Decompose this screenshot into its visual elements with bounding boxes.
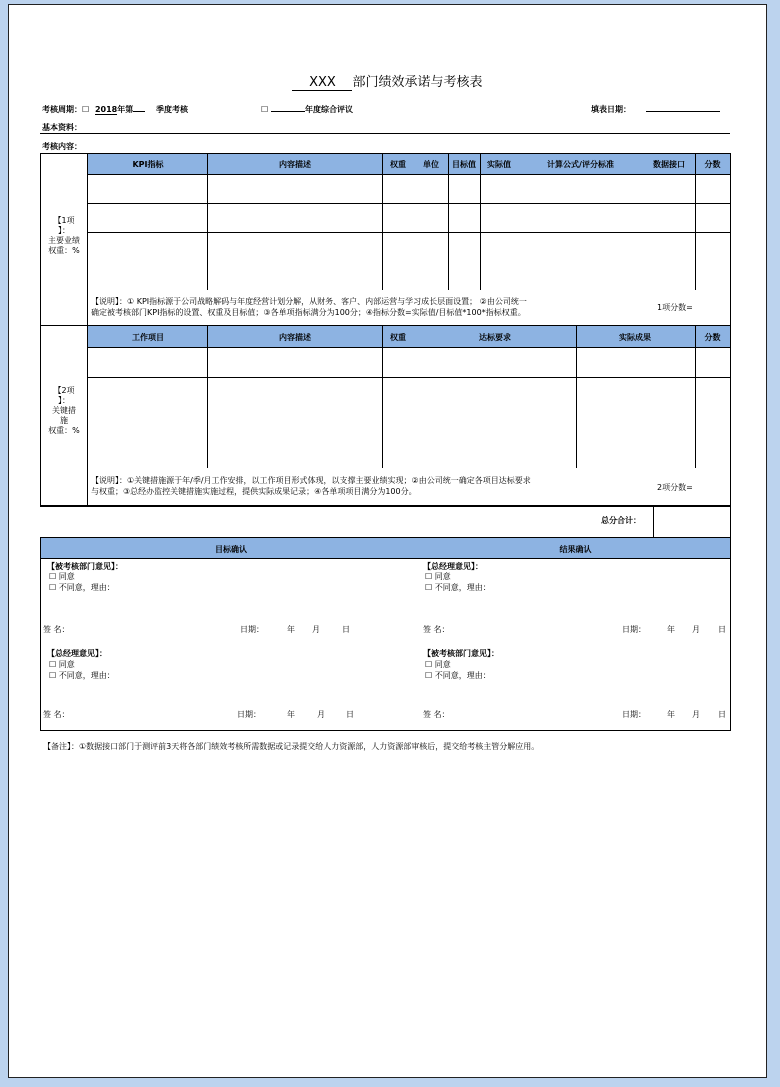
s1-side-line: 】： <box>58 226 70 235</box>
br-day: 日 <box>718 710 726 719</box>
footer-note: 【备注】：①数据接口部门于测评前3天将各部门绩效考核所需数据或记录提交给人力资源部，人力资源部审核后，提交给考核主管分解应用。 <box>43 742 540 751</box>
br-title: 【被考核部门意见】： <box>423 649 499 658</box>
tr-day: 日 <box>718 625 726 634</box>
s1-line <box>87 232 731 233</box>
bl-date: 日期： <box>237 710 261 719</box>
tl-day: 日 <box>342 625 350 634</box>
s2-col-score: 分数 <box>704 333 721 342</box>
s2-side-line: 【2项 <box>53 386 75 395</box>
s1-vline <box>382 153 383 290</box>
tr-disagree[interactable]: ☐ 不同意，理由： <box>425 583 491 592</box>
divider <box>40 133 730 134</box>
s2-side-line: 关键措 <box>52 406 76 415</box>
table-right <box>730 153 731 506</box>
s1-col-desc: 内容描述 <box>279 160 311 169</box>
s1-col-kpi: KPI指标 <box>132 160 164 169</box>
result-confirm-header: 结果确认 <box>559 545 592 554</box>
br-year: 年 <box>667 710 675 719</box>
s2-col-requirement: 达标要求 <box>479 333 511 342</box>
s1-col-target: 目标值 <box>452 160 476 169</box>
s2-note-line: 与权重；③总经办监控关键措施实施过程，提供实际成果记录；④各单项项目满分为100分。 <box>91 487 417 496</box>
confirm-left <box>40 537 41 731</box>
tl-disagree[interactable]: ☐ 不同意，理由： <box>49 583 115 592</box>
quarter-label: 季度考核 <box>156 105 189 114</box>
confirm-bottom <box>40 730 731 731</box>
s2-vline <box>207 325 208 468</box>
tr-year: 年 <box>667 625 675 634</box>
s2-col-result: 实际成果 <box>619 333 651 342</box>
annual-label: 年度综合评议 <box>304 105 353 114</box>
period-row <box>42 104 188 115</box>
s1-col-interface: 数据接口 <box>653 160 685 169</box>
br-sign: 签 名： <box>423 710 450 719</box>
s1-vline <box>695 153 696 290</box>
br-disagree[interactable]: ☐ 不同意，理由： <box>425 671 491 680</box>
section1-side-label <box>41 216 87 256</box>
s2-vline <box>576 325 577 468</box>
period-year-suffix: 年第 <box>117 105 134 114</box>
page-title <box>9 71 766 91</box>
tr-title: 【总经理意见】： <box>423 562 483 571</box>
s2-line <box>87 347 731 348</box>
basic-info-label: 基本资料： <box>42 123 82 132</box>
section2-note <box>91 475 531 497</box>
s1-col-formula: 计算公式/评分标准 <box>547 160 614 169</box>
total-right <box>730 506 731 538</box>
s1-line <box>87 203 731 204</box>
section2-score: 2项分数= <box>657 483 693 492</box>
s2-vline <box>695 325 696 468</box>
annual-year-blank[interactable] <box>271 111 305 112</box>
table-bottom <box>40 505 731 507</box>
tr-sign: 签 名： <box>423 625 450 634</box>
s1-col-score: 分数 <box>704 160 721 169</box>
s2-side-line: 权重：% <box>48 426 80 435</box>
s2-col-item: 工作项目 <box>132 333 164 342</box>
s1-note-line: 【说明】：① KPI指标源于公司战略解码与年度经营计划分解，从财务、客户、内部运营与学习成长层面设置； ②由公司统一 <box>91 297 527 306</box>
section1-note <box>91 296 527 318</box>
fill-date-blank[interactable] <box>646 111 720 112</box>
s1-side-line: 主要业绩 <box>48 236 80 245</box>
tl-year: 年 <box>287 625 295 634</box>
confirm-right <box>730 537 731 731</box>
section1-score: 1项分数= <box>657 303 693 312</box>
s1-col-weight: 权重 <box>390 160 406 169</box>
total-divider <box>653 506 654 538</box>
bl-day: 日 <box>346 710 354 719</box>
period-year[interactable]: 2018 <box>94 105 118 114</box>
br-month: 月 <box>692 710 700 719</box>
content-label: 考核内容： <box>42 142 82 151</box>
s1-vline <box>448 153 449 290</box>
bl-month: 月 <box>317 710 325 719</box>
annual-checkbox[interactable]: ☐ <box>261 105 269 114</box>
tl-title: 【被考核部门意见】： <box>47 562 123 571</box>
bl-disagree[interactable]: ☐ 不同意，理由： <box>49 671 115 680</box>
s2-vline <box>382 325 383 468</box>
s2-side-line: 施 <box>60 416 68 425</box>
bl-agree[interactable]: ☐ 同意 <box>49 660 75 669</box>
s1-vline <box>207 153 208 290</box>
s1-note-line: 确定被考核部门KPI指标的设置、权重及目标值；③各单项指标满分为100分；④指标分数=实际值/目标值*100*指标权重。 <box>91 308 526 317</box>
tl-agree[interactable]: ☐ 同意 <box>49 572 75 581</box>
br-agree[interactable]: ☐ 同意 <box>425 660 451 669</box>
s2-line <box>87 377 731 378</box>
s2-col-desc: 内容描述 <box>279 333 311 342</box>
annual-row <box>261 104 353 115</box>
table-left <box>40 153 41 506</box>
confirm-line <box>40 558 731 559</box>
s1-col-actual: 实际值 <box>487 160 511 169</box>
s2-col-weight: 权重 <box>390 333 406 342</box>
section2-side-label <box>41 386 87 436</box>
form-page <box>8 4 767 1078</box>
title-placeholder: XXX <box>292 75 352 91</box>
s1-side-line: 权重：% <box>48 246 80 255</box>
bl-sign: 签 名： <box>43 710 70 719</box>
br-date: 日期： <box>622 710 646 719</box>
fill-date-label: 填表日期： <box>591 105 631 114</box>
tl-date: 日期： <box>240 625 264 634</box>
target-confirm-header: 目标确认 <box>215 545 247 554</box>
s1-vline <box>480 153 481 290</box>
tr-date: 日期： <box>622 625 646 634</box>
tr-month: 月 <box>692 625 700 634</box>
s2-side-line: 】： <box>58 396 70 405</box>
s1-line <box>87 174 731 175</box>
s1-col-unit: 单位 <box>423 160 439 169</box>
s2-note-line: 【说明】：①关键措施源于年/季/月工作安排，以工作项目形式体现，以支撑主要业绩实现；②由公司统一确定各项目达标要求 <box>91 476 531 485</box>
period-label: 考核周期：☐ <box>42 105 90 114</box>
bl-year: 年 <box>287 710 295 719</box>
total-label: 总分合计： <box>601 516 641 525</box>
tl-sign: 签 名： <box>43 625 70 634</box>
s1-side-line: 【1项 <box>53 216 75 225</box>
tr-agree[interactable]: ☐ 同意 <box>425 572 451 581</box>
fill-date-row <box>591 104 720 115</box>
bl-title: 【总经理意见】： <box>47 649 107 658</box>
quarter-blank[interactable] <box>133 111 145 112</box>
title-text: 部门绩效承诺与考核表 <box>352 75 483 90</box>
tl-month: 月 <box>312 625 320 634</box>
